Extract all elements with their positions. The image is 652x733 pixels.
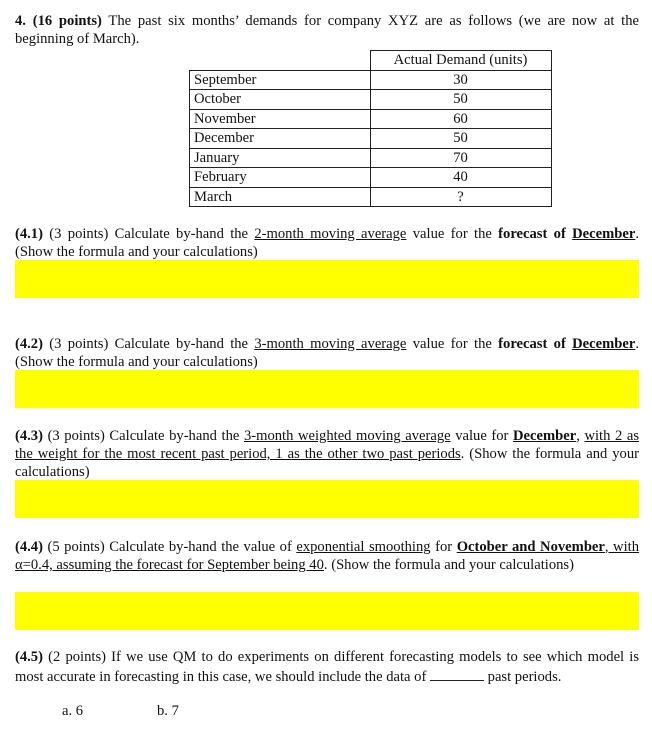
forecast-month: December — [512, 428, 577, 444]
table-row — [190, 109, 552, 129]
demand-table — [189, 50, 552, 207]
subquestion-text: for — [435, 539, 453, 555]
question-4-5 — [15, 648, 639, 686]
demand-cell: 60 — [370, 109, 551, 129]
table-header-row — [190, 51, 552, 71]
subquestion-text: value for — [455, 428, 509, 444]
subquestion-text: value for the — [412, 336, 492, 352]
demand-cell: 30 — [370, 70, 551, 90]
question-4-3 — [15, 427, 639, 481]
column-header-actual-demand: Actual Demand (units) — [370, 51, 551, 71]
question-4-2 — [15, 335, 639, 371]
subquestion-number: (4.4) — [15, 539, 43, 555]
month-cell: September — [190, 70, 371, 90]
method-name: exponential smoothing — [296, 539, 431, 555]
answer-box-4-1[interactable] — [15, 260, 639, 298]
subquestion-text: (5 points) Calculate by-hand the value of — [47, 539, 292, 555]
forecast-target: forecast of — [498, 336, 566, 352]
month-cell: November — [190, 109, 371, 129]
demand-cell: ? — [370, 187, 551, 207]
subquestion-instructions: . (Show the formula and your calculations) — [323, 557, 574, 573]
weights-description: with 2 as the weight for the most recent past period, 1 as the other two past periods — [15, 428, 640, 462]
question-points: (16 points) — [32, 13, 102, 29]
forecast-month: December — [572, 336, 636, 352]
subquestion-instructions: . (Show the formula and your calculations) — [15, 446, 639, 480]
subquestion-text: (2 points) If we use QM to do experiments on different forecasting models to see which model is most accurate in forecasting in this case, we should include the data of — [15, 649, 640, 685]
forecast-month: December — [572, 226, 636, 242]
table-row — [190, 187, 552, 207]
subquestion-number: (4.1) — [15, 226, 43, 242]
table-row — [190, 70, 552, 90]
table-row — [190, 129, 552, 149]
demand-cell: 50 — [370, 90, 551, 110]
subquestion-number: (4.5) — [15, 649, 43, 665]
table-corner — [190, 51, 371, 71]
demand-cell: 40 — [370, 168, 551, 188]
subquestion-text-end: past periods. — [487, 669, 562, 685]
month-cell: January — [190, 148, 371, 168]
demand-cell: 50 — [370, 129, 551, 149]
punctuation: , — [576, 428, 580, 444]
method-name: 2-month moving average — [254, 226, 407, 242]
question-4-1 — [15, 225, 639, 261]
choice-a[interactable]: a. 6 — [62, 703, 84, 719]
question-4-4 — [15, 538, 639, 574]
demand-cell: 70 — [370, 148, 551, 168]
answer-box-4-2[interactable] — [15, 370, 639, 408]
table-row — [190, 168, 552, 188]
subquestion-text: (3 points) Calculate by-hand the — [49, 226, 249, 242]
choice-b[interactable]: b. 7 — [157, 703, 179, 719]
method-name: 3-month weighted moving average — [243, 428, 451, 444]
month-cell: December — [190, 129, 371, 149]
answer-box-4-4[interactable] — [15, 592, 639, 630]
subquestion-text: (3 points) Calculate by-hand the — [49, 336, 249, 352]
smoothing-parameters: , with α=0.4, assuming the forecast for September being 40 — [15, 539, 640, 573]
subquestion-number: (4.3) — [15, 428, 43, 444]
question-4-intro — [15, 12, 639, 48]
answer-box-4-3[interactable] — [15, 480, 639, 518]
table-row — [190, 90, 552, 110]
question-text: The past six months’ demands for company XYZ are as follows (we are now at the beginning of March). — [15, 13, 640, 47]
forecast-target: forecast of — [498, 226, 566, 242]
subquestion-instructions: . (Show the formula and your calculations) — [15, 336, 639, 370]
month-cell: February — [190, 168, 371, 188]
subquestion-text: (3 points) Calculate by-hand the — [47, 428, 240, 444]
subquestion-instructions: . (Show the formula and your calculations) — [15, 226, 639, 260]
fill-in-blank[interactable] — [430, 666, 484, 681]
question-number: 4. — [15, 13, 26, 29]
subquestion-text: value for the — [412, 226, 492, 242]
month-cell: October — [190, 90, 371, 110]
forecast-months: October and November — [456, 539, 605, 555]
month-cell: March — [190, 187, 371, 207]
method-name: 3-month moving average — [254, 336, 407, 352]
subquestion-number: (4.2) — [15, 336, 43, 352]
table-row — [190, 148, 552, 168]
